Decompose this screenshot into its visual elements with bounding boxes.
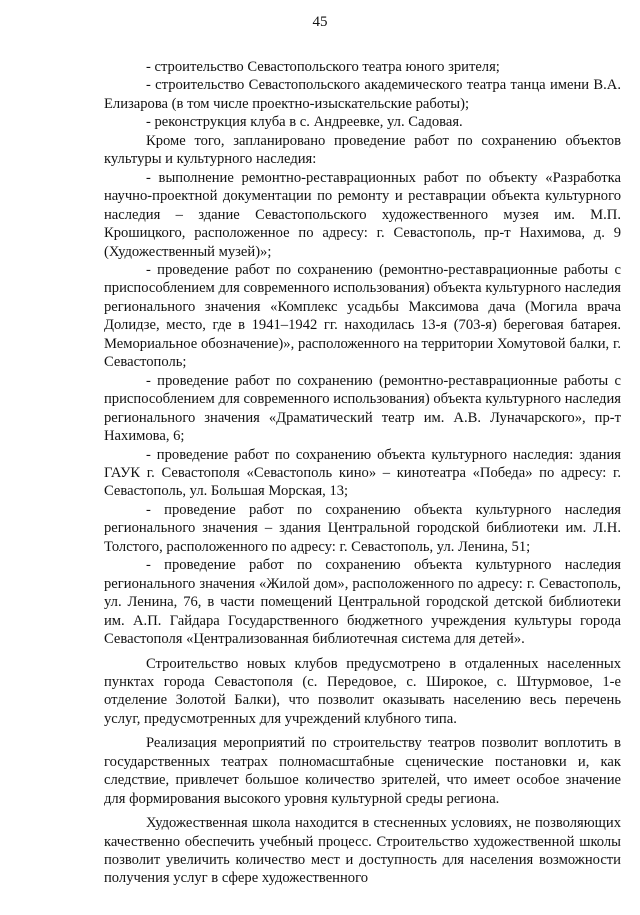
paragraph-1: - строительство Севастопольского театра юного зрителя; <box>146 59 500 75</box>
paragraph-10: - проведение работ по сохранению объекта культурного наследия регионального значения «Жилой дом», расположенного по адресу: г. Севастополь, ул. Ленина, 76, в части помещений Центральной городской детской библиотеки им. А.П. Гайдара Государственного бюджетного учреждения культуры города Севастополя «Централизованная библиотечная система для детей». <box>104 557 621 648</box>
paragraph-2: - строительство Севастопольского академического театра танца имени В.А. Елизарова (в том числе проектно-изыскательские работы); <box>104 77 621 112</box>
paragraph-12: Реализация мероприятий по строительству театров позволит воплотить в государственных театрах полномасштабные сценические постановки и, как следствие, привлечет большое количество зрителей, что имеет особое значение для формирования высокого уровня культурной среды региона. <box>104 735 621 807</box>
document-body <box>104 58 621 888</box>
paragraph-4: Кроме того, запланировано проведение работ по сохранению объектов культуры и культурного наследия: <box>104 132 621 168</box>
paragraph-6: - проведение работ по сохранению (ремонтно-реставрационные работы с приспособлением для современного использования) объекта культурного наследия регионального значения «Комплекс усадьбы Максимова дача (Могила врача Долидзе, место, где в 1941–1942 гг. находилась 13-я (703-я) береговая батарея. Мемориальное обозначение)», расположенного на территории Хомутовой балки, г. Севастополь; <box>104 261 621 371</box>
paragraph-9: - проведение работ по сохранению объекта культурного наследия регионального значения – здания Центральной городской библиотеки им. Л.Н. Толстого, расположенного по адресу: г. Севастополь, ул. Ленина, 51; <box>104 501 621 555</box>
paragraph-13: Художественная школа находится в стесненных условиях, не позволяющих качественно обеспечить учебный процесс. Строительство художественной школы позволит увеличить количество мест и доступность для населения возможности получения услуг в сфере художественного <box>104 815 621 887</box>
paragraph-5: - выполнение ремонтно-реставрационных работ по объекту «Разработка научно-проектной документации по ремонту и реставрации объекта культурного наследия – здание Севастопольского художественного музея им. М.П. Крошицкого, расположенное по адресу: г. Севастополь, пр-т Нахимова, д. 9 (Художественный музей)»; <box>104 169 621 260</box>
paragraph-11: Строительство новых клубов предусмотрено в отдаленных населенных пунктах города Севастополя (с. Передовое, с. Широкое, с. Штурмовое, 1-е отделение Золотой Балки), что позволит оказывать населению весь перечень услуг, предусмотренных для учреждений клубного типа. <box>104 655 621 727</box>
paragraph-7: - проведение работ по сохранению (ремонтно-реставрационные работы с приспособлением для современного использования) объекта культурного наследия регионального значения «Драматический театр им. А.В. Луначарского», пр-т Нахимова, 6; <box>104 372 621 445</box>
paragraph-3: - реконструкция клуба в с. Андреевке, ул. Садовая. <box>146 114 463 131</box>
page-number: 45 <box>312 14 328 30</box>
paragraph-8: - проведение работ по сохранению объекта культурного наследия: здания ГАУК г. Севастополя «Севастополь кино» – кинотеатра «Победа» по адресу: г. Севастополь, ул. Большая Морская, 13; <box>104 446 621 500</box>
